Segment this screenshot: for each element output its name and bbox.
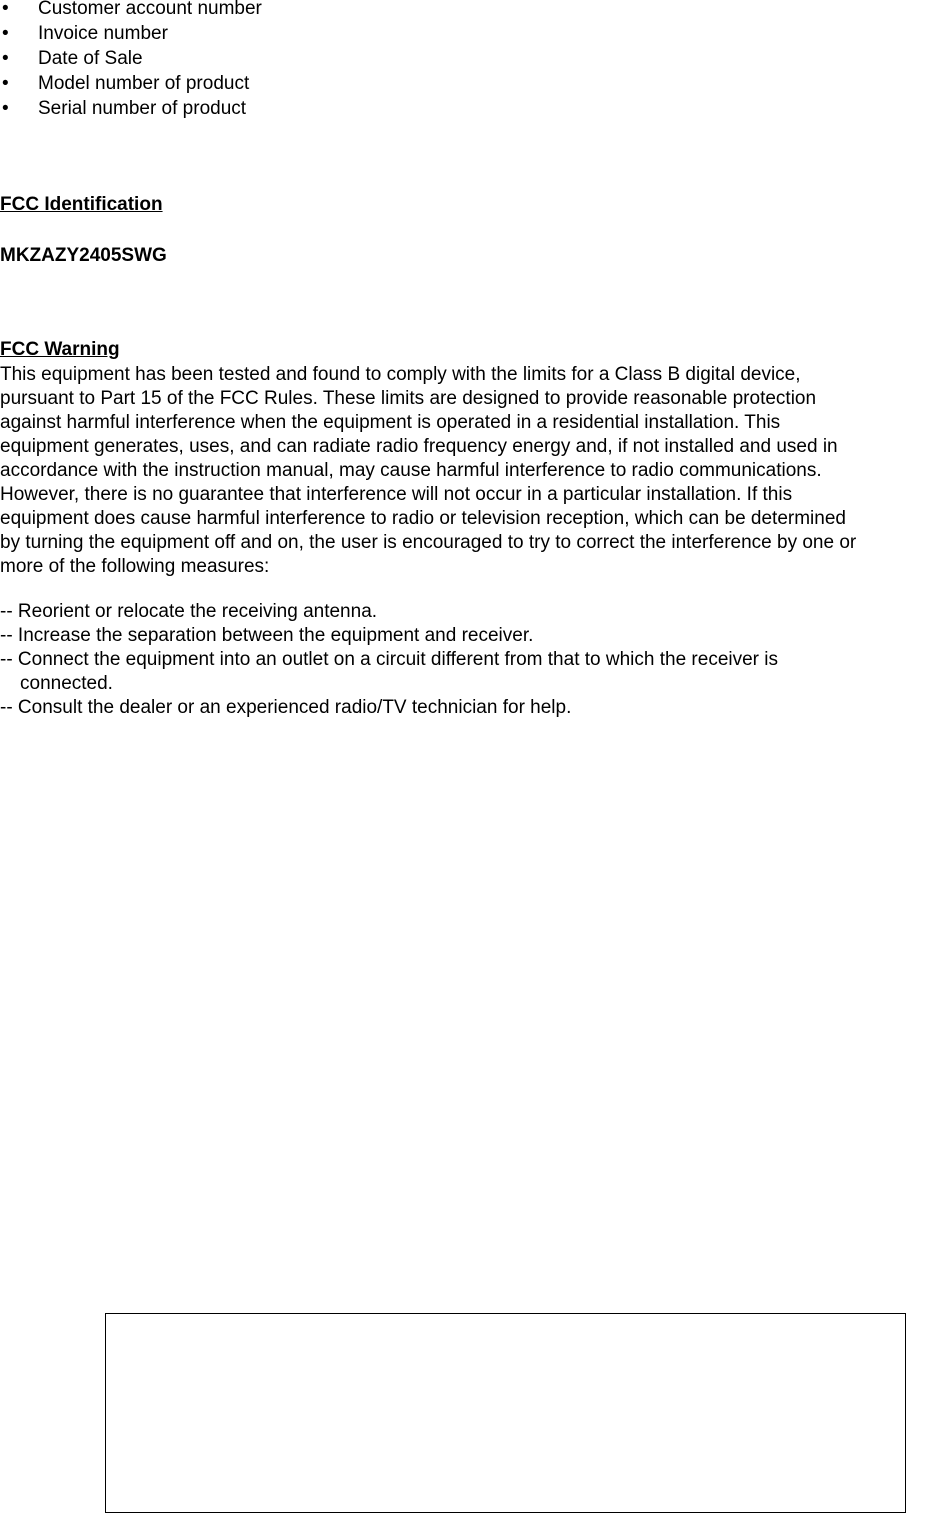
paragraph-line: However, there is no guarantee that interference will not occur in a particular installation. If this <box>0 484 793 505</box>
list-item <box>0 99 262 124</box>
measures-list <box>0 600 933 720</box>
fcc-identification-heading: FCC Identification <box>0 194 163 215</box>
paragraph-line: pursuant to Part 15 of the FCC Rules. These limits are designed to provide reasonable protection <box>0 388 817 409</box>
bullet-icon: • <box>2 23 9 44</box>
list-item <box>0 24 262 49</box>
bullet-icon: • <box>2 0 9 19</box>
paragraph-line: equipment does cause harmful interference to radio or television reception, which can be determined <box>0 508 846 529</box>
paragraph-line: against harmful interference when the equipment is operated in a residential installation. This <box>0 412 781 433</box>
paragraph-line: by turning the equipment off and on, the user is encouraged to try to correct the interference by one or <box>0 532 857 553</box>
list-item-text: Customer account number <box>38 0 262 19</box>
paragraph-line: accordance with the instruction manual, may cause harmful interference to radio communications. <box>0 460 822 481</box>
measure-item: -- Consult the dealer or an experienced radio/TV technician for help. <box>0 697 572 718</box>
list-item-text: Model number of product <box>38 73 250 94</box>
empty-bordered-box <box>105 1313 906 1513</box>
bullet-icon: • <box>2 48 9 69</box>
fcc-warning-paragraph <box>0 363 933 579</box>
fcc-warning-heading: FCC Warning <box>0 339 120 360</box>
measure-item-continuation: connected. <box>20 673 113 694</box>
fcc-identification-value: MKZAZY2405SWG <box>0 245 167 266</box>
list-item <box>0 49 262 74</box>
bullet-icon: • <box>2 73 9 94</box>
measure-item: -- Reorient or relocate the receiving antenna. <box>0 601 378 622</box>
paragraph-line: more of the following measures: <box>0 556 270 577</box>
list-item-text: Serial number of product <box>38 98 247 119</box>
list-item-text: Invoice number <box>38 23 168 44</box>
measure-item: -- Connect the equipment into an outlet on a circuit different from that to which the receiver is <box>0 649 778 670</box>
list-item <box>0 74 262 99</box>
bullet-icon: • <box>2 98 9 119</box>
required-info-list <box>0 0 262 124</box>
list-item <box>0 0 262 24</box>
list-item-text: Date of Sale <box>38 48 143 69</box>
measure-item: -- Increase the separation between the equipment and receiver. <box>0 625 534 646</box>
paragraph-line: This equipment has been tested and found to comply with the limits for a Class B digital device, <box>0 364 801 385</box>
paragraph-line: equipment generates, uses, and can radiate radio frequency energy and, if not installed and used in <box>0 436 838 457</box>
